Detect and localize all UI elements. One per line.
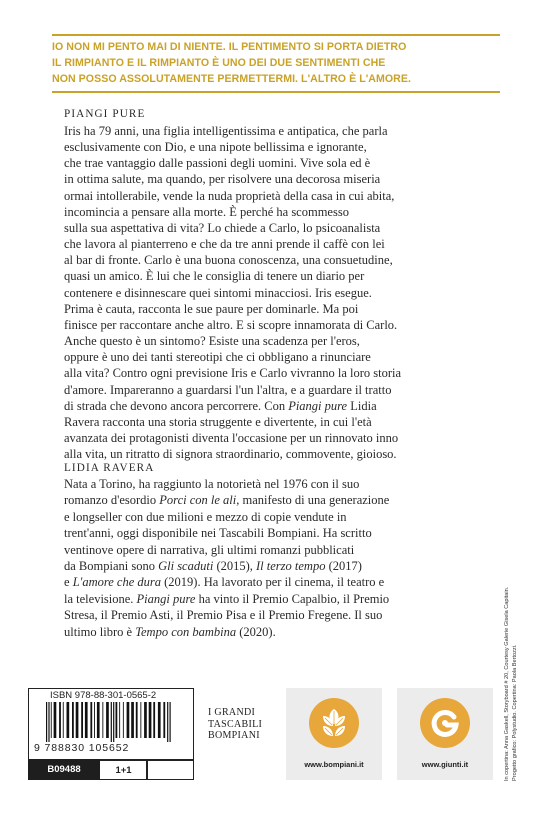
bio-line: ventinove opere di narrativa, gli ultimi romanzi pubblicati <box>64 542 355 557</box>
barcode-bar <box>85 702 88 738</box>
credit-line: Progetto grafico: Polystudio. Copertina: Paola Bertozzi. <box>512 644 518 781</box>
barcode-bar <box>97 702 100 738</box>
quote-line: IL RIMPIANTO E IL RIMPIANTO È UNO DEI DUE SENTIMENTI CHE <box>52 57 386 69</box>
synopsis-line: che trae vantaggio dalle passioni degli uomini. Vive sola ed è <box>64 156 371 171</box>
barcode-bar <box>94 702 95 738</box>
synopsis-line: esclusivamente con Dio, e una nipote bellissima e ignorante, <box>64 140 367 155</box>
series-logo <box>208 707 288 742</box>
synopsis-line: avanzata dei protagonisti diventa l'occasione per un rinnovato inno <box>64 430 399 445</box>
synopsis-line: in ottima salute, ma quando, per risolvere una decorosa miseria <box>64 172 381 187</box>
barcode-bar <box>51 702 52 738</box>
barcode-bar <box>90 702 92 738</box>
series-line: BOMPIANI <box>208 730 260 741</box>
barcode-bar <box>48 702 49 742</box>
synopsis-line: finisce per raccontare anche altro. E si scopre innamorata di Carlo. <box>64 317 398 332</box>
code-separator <box>146 759 148 780</box>
synopsis-line: alla vita? Contro ogni previsione Iris e Carlo vivranno la loro storia <box>64 366 402 381</box>
barcode-bar <box>167 702 168 742</box>
synopsis-line: Anche questo è un sintomo? Esiste una scadenza per l'eros, <box>64 334 360 349</box>
synopsis-line: al bar di fronte. Carlo è una buona conoscenza, una consuetudine, <box>64 253 393 268</box>
synopsis-line: che lavora al pianterreno e che da tre anni prende il caffè con lei <box>64 237 385 252</box>
barcode-bar <box>111 702 112 742</box>
bompiani-tile <box>286 688 382 780</box>
print-code: 1+1 <box>115 764 132 776</box>
pull-quote <box>52 34 500 93</box>
synopsis-line: di strada che devono ancora percorrere. Con Piangi pure Lidia <box>64 398 377 413</box>
barcode-bar <box>153 702 155 738</box>
barcode-bar <box>54 702 57 738</box>
italic-title: Tempo con bambina <box>135 624 237 639</box>
quote-line: IO NON MI PENTO MAI DI NIENTE. IL PENTIMENTO SI PORTA DIETRO <box>52 41 407 53</box>
synopsis-line: ormai intollerabile, vende la nuda proprietà della casa in cui abita, <box>64 188 395 203</box>
italic-title: Il terzo tempo <box>256 559 326 574</box>
synopsis-heading: PIANGI PURE <box>64 108 146 120</box>
italic-title: Piangi pure <box>288 398 348 413</box>
isbn-label: ISBN 978-88-301-0565-2 <box>50 690 157 701</box>
synopsis-line: d'amore. Impareranno a guardarsi l'un l'altra, e a guardare il tratto <box>64 382 392 397</box>
bio-line: la televisione. Piangi pure ha vinto il Premio Capalbio, il Premio <box>64 591 390 606</box>
synopsis-line: quasi un amico. È lui che le consiglia di tenere un diario per <box>64 269 365 284</box>
barcode-bar <box>131 702 134 738</box>
synopsis-line: sulla sua aspettativa di vita? Lo chiede a Carlo, lo psicoanalista <box>64 220 381 235</box>
barcode-bar <box>163 702 165 738</box>
barcode-bar <box>63 702 64 738</box>
giunti-tile <box>397 688 493 780</box>
synopsis-line: oppure è uno dei tanti stereotipi che ci obbligano a rinunciare <box>64 350 371 365</box>
bio-line: Stresa, il Premio Asti, il Premio Pisa e il Premio Fregene. Il suo <box>64 608 383 623</box>
series-line: TASCABILI <box>208 718 263 730</box>
barcode-bar <box>67 702 70 738</box>
barcode-bar <box>119 702 120 738</box>
barcode-bar <box>76 702 79 738</box>
barcode-digits: 9 788830 105652 <box>34 742 130 754</box>
author-heading: LIDIA RAVERA <box>64 462 155 474</box>
cover-credits <box>503 575 529 781</box>
bio-line: e L'amore che dura (2019). Ha lavorato per il cinema, il teatro e <box>64 575 385 590</box>
bio-line: da Bompiani sono Gli scaduti (2015), Il terzo tempo (2017) <box>64 559 362 574</box>
giunti-spiral-icon <box>420 698 470 748</box>
barcode-bar <box>149 702 152 738</box>
italic-title: Gli scaduti <box>158 559 214 574</box>
barcode-bar <box>170 702 171 742</box>
synopsis-line: incomincia a pensare alla morte. È perché ha scommesso <box>64 204 349 219</box>
barcode-bar <box>123 702 124 738</box>
giunti-url: www.giunti.it <box>421 760 469 769</box>
synopsis-line: Ravera racconta una storia struggente e divertente, in cui l'età <box>64 414 372 429</box>
italic-title: L'amore che dura <box>72 575 161 590</box>
barcode-bar <box>81 702 83 738</box>
barcode-bar <box>116 702 118 738</box>
barcode-bar <box>127 702 130 738</box>
barcode-bar <box>72 702 74 738</box>
bio-line: e longseller con due milioni e mezzo di copie vendute in <box>64 509 347 524</box>
synopsis-line: Prima è cauta, racconta le sue paure per dominarle. Ma poi <box>64 301 359 316</box>
barcode-bar <box>158 702 161 738</box>
author-bio <box>64 476 504 640</box>
italic-title: Piangi pure <box>136 591 196 606</box>
bio-line: ultimo libro è Tempo con bambina (2020). <box>64 624 276 639</box>
barcode-bar <box>102 702 103 738</box>
bio-line: Nata a Torino, ha raggiunto la notorietà nel 1976 con il suo <box>64 477 360 491</box>
credit-line: In copertina: Anna Gaskell, Storyboard # 20, Courtesy Galerie Gisela Capitain. <box>504 586 510 781</box>
barcode-bar <box>140 702 141 738</box>
synopsis-line: alla vita, un ritratto di signora straordinario, commovente, gioioso. <box>64 447 397 462</box>
synopsis-line: Iris ha 79 anni, una figlia intelligentissima e antipatica, che parla <box>64 124 388 138</box>
bompiani-url: www.bompiani.it <box>304 760 364 769</box>
quote-line: NON POSSO ASSOLUTAMENTE PERMETTERMI. L'ALTRO È L'AMORE. <box>52 73 411 85</box>
barcode-bar <box>144 702 147 738</box>
barcode-bar <box>46 702 47 742</box>
italic-title: Porci con le ali <box>159 493 237 508</box>
product-code: B09488 <box>28 759 100 780</box>
bio-line: romanzo d'esordio Porci con le ali, manifesto di una generazione <box>64 493 390 508</box>
barcode-bar <box>136 702 138 738</box>
synopsis-text <box>64 123 504 462</box>
barcode-bar <box>59 702 61 738</box>
series-line: I GRANDI <box>208 707 256 718</box>
barcode-bar <box>113 702 114 742</box>
synopsis-line: contenere e disinnescare quei sintomi minacciosi. Iris esegue. <box>64 285 372 300</box>
bio-line: trent'anni, oggi disponibile nei Tascabili Bompiani. Ha scritto <box>64 526 372 541</box>
bompiani-leaf-icon <box>309 698 359 748</box>
barcode-bar <box>106 702 109 738</box>
barcode-image <box>44 702 184 742</box>
